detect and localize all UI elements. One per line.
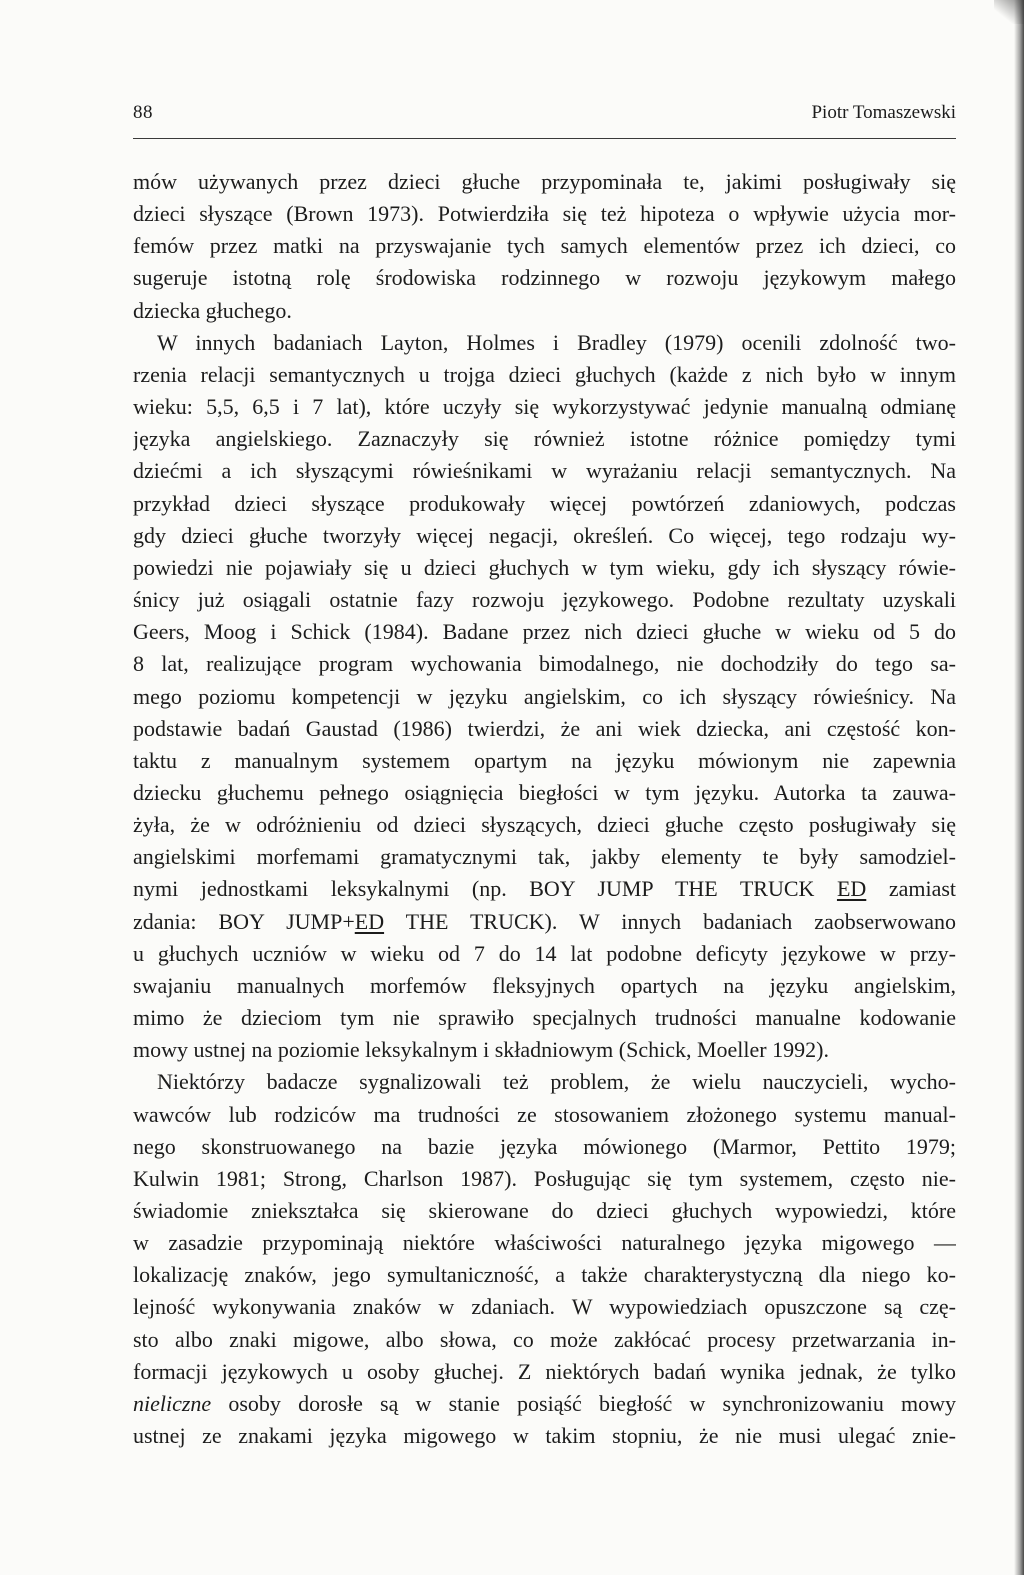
text-line: u głuchych uczniów w wieku od 7 do 14 lat podobne deficyty językowe w przy- <box>133 940 956 966</box>
text-line: lejność wykonywania znaków w zdaniach. W wypowiedziach opuszczone są czę- <box>133 1294 956 1320</box>
paragraph-first-line: Niektórzy badacze sygnalizowali też problem, że wielu nauczycieli, wycho- <box>157 1069 956 1095</box>
scan-corner-shadow <box>994 0 1024 24</box>
scan-page-edge <box>1014 0 1024 1575</box>
text-line: śnicy już osiągali ostatnie fazy rozwoju językowego. Podobne rezultaty uzyskali <box>133 587 956 613</box>
text-line: sto albo znaki migowe, albo słowa, co może zakłócać procesy przetwarzania in- <box>133 1326 956 1352</box>
paragraph-first-line: W innych badaniach Layton, Holmes i Bradley (1979) ocenili zdolność two- <box>157 329 956 355</box>
text-line: lokalizację znaków, jego symultaniczność, a także charakterystyczną dla niego ko- <box>133 1262 956 1288</box>
text-line: gdy dzieci głuche tworzyły więcej negacji, określeń. Co więcej, tego rodzaju wy- <box>133 522 956 548</box>
body-text <box>133 166 956 1452</box>
text-line-underlined-ed: zdania: BOY JUMP+ED THE TRUCK). W innych badaniach zaobserwowano <box>133 908 956 934</box>
text-line: wieku: 5,5, 6,5 i 7 lat), które uczyły się wykorzystywać jedynie manualną odmianę <box>133 394 956 420</box>
text-line: świadomie zniekształca się skierowane do dzieci głuchych wypowiedzi, które <box>133 1198 956 1223</box>
text-line: podstawie badań Gaustad (1986) twierdzi, że ani wiek dziecka, ani częstość kon- <box>133 715 956 741</box>
text-line: mimo że dzieciom tym nie sprawiło specjalnych trudności manualne kodowanie <box>133 1005 956 1031</box>
text-line: angielskimi morfemami gramatycznymi tak, jakby elementy te były samodziel- <box>133 844 956 870</box>
text-line: dziećmi a ich słyszącymi rówieśnikami w wyrażaniu relacji semantycznych. Na <box>133 458 956 484</box>
text-line: dziecka głuchego. <box>133 297 292 323</box>
text-line: sugeruje istotną rolę środowiska rodzinnego w rozwoju językowym małego <box>133 265 956 291</box>
text-line: przykład dzieci słyszące produkowały więcej powtórzeń zdaniowych, podczas <box>133 490 956 516</box>
text-line: taktu z manualnym systemem opartym na języku mówionym nie zapewnia <box>133 747 956 773</box>
text-line: dziecku głuchemu pełnego osiągnięcia biegłości w tym języku. Autorka ta zauwa- <box>133 779 956 805</box>
page-number: 88 <box>133 102 153 123</box>
text-line: Geers, Moog i Schick (1984). Badane przez nich dzieci głuche w wieku od 5 do <box>133 619 956 645</box>
text-line: nego skonstruowanego na bazie języka mówionego (Marmor, Pettito 1979; <box>133 1133 956 1159</box>
underlined-morpheme: ED <box>836 876 867 902</box>
italic-emphasis: nieliczne <box>133 1390 212 1416</box>
text-line: rzenia relacji semantycznych u trojga dzieci głuchych (każde z nich było w innym <box>133 361 956 387</box>
text-line: ustnej ze znakami języka migowego w takim stopniu, że nie musi ulegać znie- <box>133 1423 956 1449</box>
text-line: mego poziomu kompetencji w języku angielskim, co ich słyszący rówieśnicy. Na <box>133 683 956 709</box>
text-line-underlined-ed: nymi jednostkami leksykalnymi (np. BOY JUMP THE TRUCK ED zamiast <box>133 876 956 902</box>
page-header <box>133 100 956 139</box>
text-line: mowy ustnej na poziomie leksykalnym i składniowym (Schick, Moeller 1992). <box>133 1037 829 1063</box>
text-line: swajaniu manualnych morfemów fleksyjnych opartych na języku angielskim, <box>133 972 956 998</box>
text-line: w zasadzie przypominają niektóre właściwości naturalnego języka migowego — <box>133 1230 956 1256</box>
text-line: powiedzi nie pojawiały się u dzieci głuchych w tym wieku, gdy ich słyszący rówie- <box>133 554 956 580</box>
underlined-morpheme: ED <box>354 908 385 934</box>
text-line: femów przez matki na przyswajanie tych samych elementów przez ich dzieci, co <box>133 233 956 259</box>
text-line-italic-start: nieliczne osoby dorosłe są w stanie posiąść biegłość w synchronizowaniu mowy <box>133 1390 956 1416</box>
text-line: dzieci słyszące (Brown 1973). Potwierdziła się też hipoteza o wpływie użycia mor- <box>133 201 956 227</box>
text-line: wawców lub rodziców ma trudności ze stosowaniem złożonego systemu manual- <box>133 1101 956 1127</box>
text-line: języka angielskiego. Zaznaczyły się również istotne różnice pomiędzy tymi <box>133 426 956 452</box>
running-head-author: Piotr Tomaszewski <box>811 102 956 123</box>
text-line: żyła, że w odróżnieniu od dzieci słyszących, dzieci głuche często posługiwały się <box>133 812 956 838</box>
text-line: 8 lat, realizujące program wychowania bimodalnego, nie dochodziły do tego sa- <box>133 651 956 677</box>
text-line: mów używanych przez dzieci głuche przypominała te, jakimi posługiwały się <box>133 169 956 194</box>
text-line: Kulwin 1981; Strong, Charlson 1987). Posługując się tym systemem, często nie- <box>133 1165 956 1191</box>
text-line: formacji językowych u osoby głuchej. Z niektórych badań wynika jednak, że tylko <box>133 1358 956 1384</box>
